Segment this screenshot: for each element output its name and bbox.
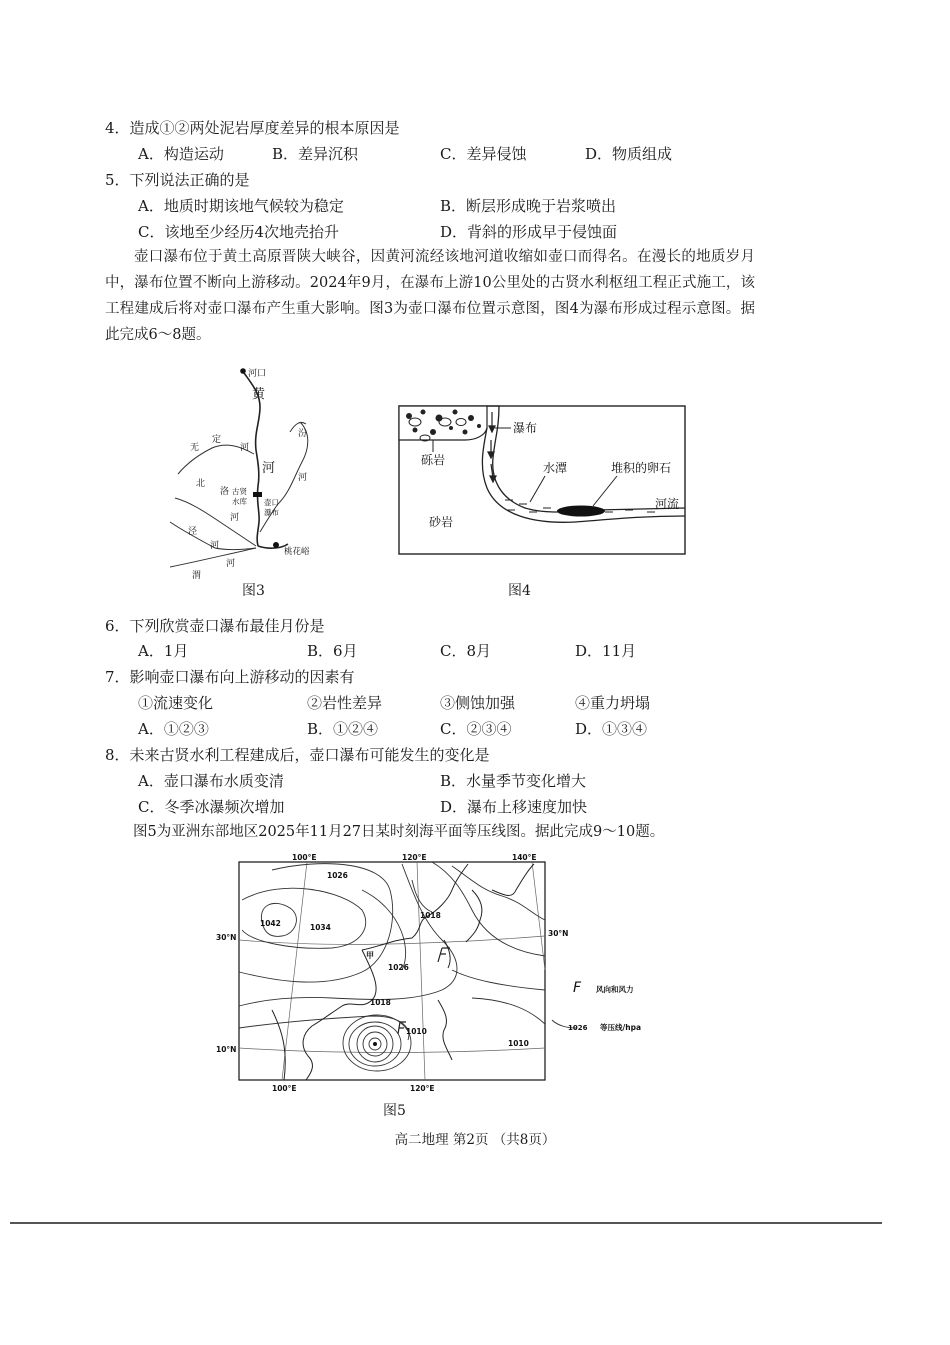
label-pubu: 瀑布 [264,508,279,517]
hekou-dot [240,368,246,374]
taohuayu-dot [273,542,279,548]
label-he-fen: 河 [298,473,308,483]
q7-factor-2: ②岩性差异 [307,694,383,712]
typhoon-eye [373,1042,377,1046]
legend-wind-label: 风向和风力 [596,985,634,994]
q8-stem: 8．未来古贤水利工程建成后，壶口瀑布可能发生的变化是 [105,746,490,764]
label-taohuayu: 桃花峪 [284,547,310,557]
q5-option-d: D．背斜的形成早于侵蚀面 [440,223,618,241]
label-hekou: 河口 [248,369,267,379]
q4-option-a: A．构造运动 [138,145,224,163]
q7-option-a: A．①②③ [138,720,209,738]
label-jing: 泾 [188,527,198,537]
bottom-rule [10,1222,882,1224]
label-heliu: 河流 [655,497,680,511]
figure-4-caption: 图4 [508,583,531,599]
legend-isobar-value: 1026 [568,1024,588,1032]
page-footer: 高二地理 第2页 （共8页） [394,1132,556,1148]
q8-option-b: B．水量季节变化增大 [440,772,587,790]
lon-top-140: 140°E [512,853,537,862]
lat-left-30: 30°N [216,933,237,942]
figure-5-caption: 图5 [383,1103,406,1119]
lon-top-100: 100°E [292,853,317,862]
q4-stem: 4．造成①②两处泥岩厚度差异的根本原因是 [105,119,400,137]
q7-factor-4: ④重力坍塌 [575,694,651,712]
figure-4-diagram [395,398,690,558]
q6-option-a: A．1月 [138,642,189,660]
isobar-label-1034: 1034 [310,923,331,932]
legend-wind-symbol: F [573,980,582,996]
q6-option-d: D．11月 [575,642,637,660]
label-guxian: 古贤 [232,487,247,496]
label-he-wei: 河 [226,559,236,569]
label-shuiku: 水库 [232,497,247,506]
label-wu: 无 [190,443,200,453]
figure-3-map [160,362,350,582]
label-he-wuding: 河 [240,443,250,453]
q7-factor-1: ①流速变化 [138,694,214,712]
label-he-jing: 河 [210,541,220,551]
figure-3-caption: 图3 [242,583,265,599]
lon-bottom-120: 120°E [410,1084,435,1093]
label-jia: 甲 [366,951,374,960]
q8-option-a: A．壶口瀑布水质变清 [138,772,284,790]
passage-hukou: 壶口瀑布位于黄土高原晋陕大峡谷，因黄河流经该地河道收缩如壶口而得名。在漫长的地质岁月中，瀑布位置不断向上游移动。2024年9月，在瀑布上游10公里处的古贤水利枢纽工程正式施工，该工程建成后将对壶口瀑布产生重大影响。图3为壶口瀑布位置示意图，图4为瀑布形成过程示意图。据此完成6～8题。 [105,249,755,343]
isobar-label-1026-b: 1026 [388,963,409,972]
lat-right-30: 30°N [548,929,569,938]
lon-top-120: 120°E [402,853,427,862]
label-shuitan: 水潭 [543,461,568,475]
legend-isobar-label: 等压线/hpa [600,1023,642,1032]
label-liyan: 砾岩 [421,453,446,467]
pebble-deposit [557,506,605,517]
q4-option-b: B．差异沉积 [272,145,359,163]
lat-left-10: 10°N [216,1045,237,1054]
label-wei: 渭 [192,571,202,581]
q5-option-b: B．断层形成晚于岩浆喷出 [440,197,617,215]
label-pubu-fig4: 瀑布 [513,421,538,435]
label-he-luo: 河 [230,513,240,523]
label-bei: 北 [196,479,206,489]
legend [552,980,641,1032]
q5-option-a: A．地质时期该地气候较为稳定 [138,197,344,215]
q5-stem: 5．下列说法正确的是 [105,171,250,189]
q4-option-c: C．差异侵蚀 [440,145,527,163]
label-he-main: 河 [262,461,276,476]
q6-stem: 6．下列欣赏壶口瀑布最佳月份是 [105,617,325,635]
q7-option-d: D．①③④ [575,720,648,738]
isobar-label-1010-a: 1010 [406,1027,427,1036]
isobar-label-1026-a: 1026 [327,871,348,880]
label-hukou: 壶口 [264,498,279,507]
passage-fig5: 图5为亚洲东部地区2025年11月27日某时刻海平面等压线图。据此完成9～10题。 [133,824,665,840]
q5-option-c: C．该地至少经历4次地壳抬升 [138,223,340,241]
isobar-label-1018-b: 1018 [370,998,391,1007]
label-shayan: 砂岩 [429,515,454,529]
label-fen: 汾 [298,429,308,439]
q7-option-b: B．①②④ [307,720,379,738]
figure-5-isobar-map [212,850,672,1095]
label-ding: 定 [212,435,222,445]
isobar-label-1010-b: 1010 [508,1039,529,1048]
q8-option-c: C．冬季冰瀑频次增加 [138,798,285,816]
label-huang: 黄 [252,387,266,402]
isobar-label-1018-a: 1018 [420,911,441,920]
guxian-marker [253,492,262,497]
q6-option-c: C．8月 [440,642,492,660]
q7-factor-3: ③侧蚀加强 [440,694,516,712]
label-luo: 洛 [220,487,230,497]
q7-stem: 7．影响壶口瀑布向上游移动的因素有 [105,668,355,686]
label-luanshi: 堆积的卵石 [611,461,672,475]
q4-option-d: D．物质组成 [585,145,673,163]
q7-option-c: C．②③④ [440,720,512,738]
isobar-label-1042: 1042 [260,919,281,928]
q8-option-d: D．瀑布上移速度加快 [440,798,588,816]
q6-option-b: B．6月 [307,642,358,660]
lon-bottom-100: 100°E [272,1084,297,1093]
